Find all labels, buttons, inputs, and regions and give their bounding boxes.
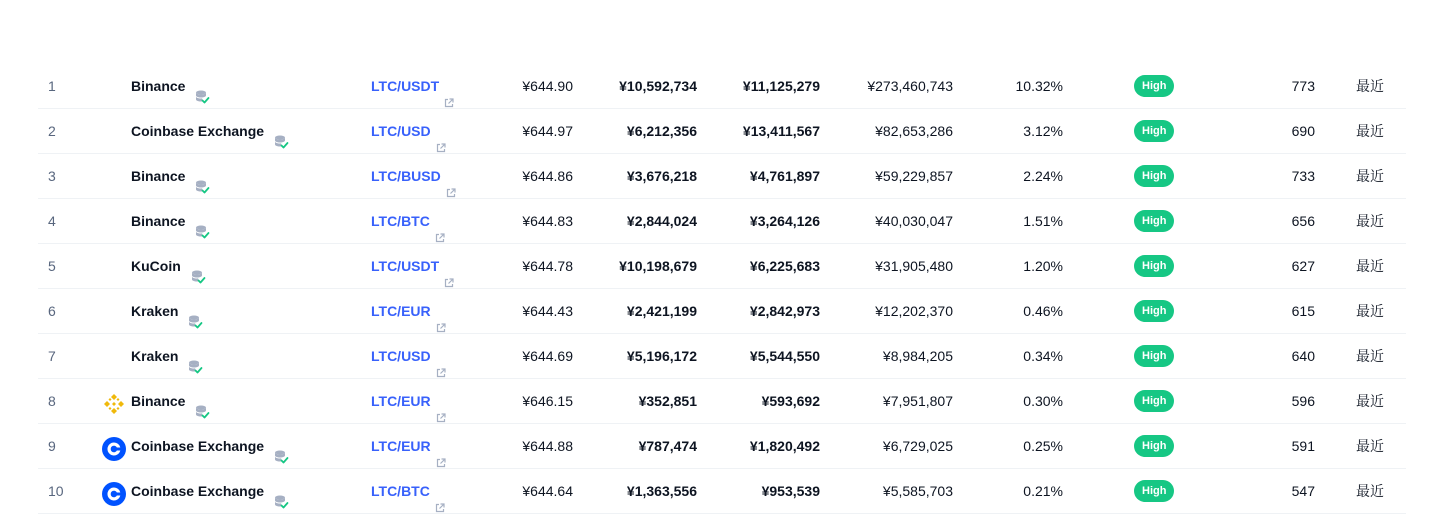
volume-cell: ¥12,202,370: [875, 303, 953, 319]
exchange-name[interactable]: Binance: [131, 78, 186, 94]
depth-minus-2-cell: ¥6,225,683: [749, 258, 820, 274]
volume-cell: ¥59,229,857: [875, 168, 953, 184]
updated-cell: 最近: [1356, 168, 1384, 184]
confidence-badge: High: [1134, 255, 1174, 277]
volume-share-cell: 0.46%: [1023, 303, 1063, 319]
table-row[interactable]: [38, 469, 1406, 514]
table-row[interactable]: [38, 64, 1406, 109]
confidence-badge: High: [1134, 210, 1174, 232]
binance-logo-icon: [102, 389, 126, 413]
coinbase-logo-icon: [102, 479, 126, 503]
volume-share-cell: 1.20%: [1023, 258, 1063, 274]
confidence-badge: High: [1134, 345, 1174, 367]
rank-cell: 1: [48, 78, 56, 94]
updated-cell: 最近: [1356, 78, 1384, 94]
rank-cell: 3: [48, 168, 56, 184]
external-link-icon[interactable]: [436, 396, 446, 406]
rank-cell: 7: [48, 348, 56, 364]
liquidity-score-cell: 547: [1291, 483, 1315, 499]
table-row[interactable]: [38, 199, 1406, 244]
volume-cell: ¥273,460,743: [867, 78, 953, 94]
confidence-cell: [1134, 64, 1174, 108]
exchange-name[interactable]: Binance: [131, 393, 186, 409]
rank-cell: 8: [48, 393, 56, 409]
exchange-name[interactable]: Binance: [131, 213, 186, 229]
pair-cell[interactable]: [371, 379, 446, 423]
pair-cell[interactable]: [371, 334, 446, 378]
confidence-cell: [1134, 334, 1174, 378]
volume-share-cell: 10.32%: [1015, 78, 1063, 94]
verified-database-icon: [273, 123, 289, 139]
rank-cell: 2: [48, 123, 56, 139]
exchange-cell[interactable]: [102, 379, 210, 423]
updated-cell: 最近: [1356, 483, 1384, 499]
pair-cell[interactable]: [371, 289, 446, 333]
pair-link[interactable]: LTC/USDT: [371, 258, 440, 274]
price-cell: ¥644.97: [522, 123, 573, 139]
volume-cell: ¥6,729,025: [882, 438, 953, 454]
depth-minus-2-cell: ¥2,842,973: [749, 303, 820, 319]
exchange-name[interactable]: Kraken: [131, 348, 179, 364]
external-link-icon[interactable]: [436, 126, 446, 136]
exchange-name[interactable]: Coinbase Exchange: [131, 438, 265, 454]
exchange-name[interactable]: KuCoin: [131, 258, 181, 274]
confidence-badge: High: [1134, 480, 1174, 502]
exchange-cell[interactable]: [102, 154, 210, 198]
liquidity-score-cell: 596: [1291, 393, 1315, 409]
exchange-name[interactable]: Coinbase Exchange: [131, 483, 265, 499]
updated-cell: 最近: [1356, 393, 1384, 409]
confidence-cell: [1134, 154, 1174, 198]
depth-plus-2-cell: ¥10,592,734: [619, 78, 697, 94]
pair-link[interactable]: LTC/USD: [371, 123, 431, 139]
pair-cell[interactable]: [371, 469, 445, 513]
table-row[interactable]: [38, 289, 1406, 334]
updated-cell: 最近: [1356, 438, 1384, 454]
exchange-cell[interactable]: [102, 469, 289, 513]
exchange-cell[interactable]: [102, 199, 210, 243]
updated-cell: 最近: [1356, 348, 1384, 364]
external-link-icon[interactable]: [436, 441, 446, 451]
confidence-cell: [1134, 469, 1174, 513]
pair-cell[interactable]: [371, 244, 454, 288]
depth-plus-2-cell: ¥1,363,556: [626, 483, 697, 499]
price-cell: ¥644.69: [522, 348, 573, 364]
depth-plus-2-cell: ¥352,851: [638, 393, 697, 409]
rank-cell: 9: [48, 438, 56, 454]
pair-link[interactable]: LTC/BUSD: [371, 168, 441, 184]
volume-share-cell: 3.12%: [1023, 123, 1063, 139]
confidence-cell: [1134, 244, 1174, 288]
depth-minus-2-cell: ¥953,539: [761, 483, 820, 499]
rank-cell: 6: [48, 303, 56, 319]
pair-cell[interactable]: [371, 109, 446, 153]
exchange-cell[interactable]: [102, 244, 206, 288]
exchange-cell[interactable]: [102, 424, 289, 468]
depth-plus-2-cell: ¥3,676,218: [626, 168, 697, 184]
depth-minus-2-cell: ¥1,820,492: [749, 438, 820, 454]
depth-plus-2-cell: ¥2,421,199: [626, 303, 697, 319]
depth-minus-2-cell: ¥5,544,550: [749, 348, 820, 364]
external-link-icon[interactable]: [444, 261, 454, 271]
confidence-badge: High: [1134, 300, 1174, 322]
confidence-badge: High: [1134, 390, 1174, 412]
pair-cell[interactable]: [371, 424, 446, 468]
verified-database-icon: [187, 303, 203, 319]
volume-cell: ¥31,905,480: [875, 258, 953, 274]
exchange-cell[interactable]: [102, 334, 203, 378]
volume-cell: ¥82,653,286: [875, 123, 953, 139]
external-link-icon[interactable]: [444, 81, 454, 91]
confidence-badge: High: [1134, 165, 1174, 187]
liquidity-score-cell: 591: [1291, 438, 1315, 454]
depth-plus-2-cell: ¥10,198,679: [619, 258, 697, 274]
price-cell: ¥644.43: [522, 303, 573, 319]
verified-database-icon: [273, 483, 289, 499]
pair-link[interactable]: LTC/EUR: [371, 393, 431, 409]
volume-cell: ¥8,984,205: [882, 348, 953, 364]
pair-link[interactable]: LTC/EUR: [371, 303, 431, 319]
liquidity-score-cell: 640: [1291, 348, 1315, 364]
price-cell: ¥644.90: [522, 78, 573, 94]
updated-cell: 最近: [1356, 303, 1384, 319]
verified-database-icon: [194, 78, 210, 94]
pair-link[interactable]: LTC/USDT: [371, 78, 440, 94]
confidence-cell: [1134, 289, 1174, 333]
liquidity-score-cell: 627: [1291, 258, 1315, 274]
depth-minus-2-cell: ¥4,761,897: [749, 168, 820, 184]
confidence-badge: High: [1134, 75, 1174, 97]
price-cell: ¥644.88: [522, 438, 573, 454]
verified-database-icon: [273, 438, 289, 454]
external-link-icon[interactable]: [435, 486, 445, 496]
volume-share-cell: 0.34%: [1023, 348, 1063, 364]
updated-cell: 最近: [1356, 213, 1384, 229]
exchange-cell[interactable]: [102, 64, 210, 108]
confidence-cell: [1134, 199, 1174, 243]
external-link-icon[interactable]: [436, 306, 446, 316]
volume-cell: ¥5,585,703: [882, 483, 953, 499]
confidence-cell: [1134, 379, 1174, 423]
rank-cell: 5: [48, 258, 56, 274]
pair-cell[interactable]: [371, 154, 456, 198]
markets-table: [38, 64, 1406, 514]
exchange-cell[interactable]: [102, 109, 289, 153]
price-cell: ¥644.83: [522, 213, 573, 229]
confidence-cell: [1134, 109, 1174, 153]
pair-cell[interactable]: [371, 64, 454, 108]
table-row[interactable]: [38, 154, 1406, 199]
depth-plus-2-cell: ¥6,212,356: [626, 123, 697, 139]
liquidity-score-cell: 615: [1291, 303, 1315, 319]
volume-share-cell: 0.30%: [1023, 393, 1063, 409]
volume-share-cell: 0.21%: [1023, 483, 1063, 499]
liquidity-score-cell: 690: [1291, 123, 1315, 139]
external-link-icon[interactable]: [446, 171, 456, 181]
confidence-badge: High: [1134, 120, 1174, 142]
external-link-icon[interactable]: [435, 216, 445, 226]
rank-cell: 10: [48, 483, 64, 499]
verified-database-icon: [194, 168, 210, 184]
volume-share-cell: 1.51%: [1023, 213, 1063, 229]
price-cell: ¥646.15: [522, 393, 573, 409]
confidence-badge: High: [1134, 435, 1174, 457]
liquidity-score-cell: 773: [1291, 78, 1315, 94]
verified-database-icon: [194, 393, 210, 409]
volume-share-cell: 2.24%: [1023, 168, 1063, 184]
external-link-icon[interactable]: [436, 351, 446, 361]
depth-minus-2-cell: ¥13,411,567: [742, 123, 820, 139]
depth-plus-2-cell: ¥787,474: [638, 438, 697, 454]
table-row[interactable]: [38, 424, 1406, 469]
liquidity-score-cell: 733: [1291, 168, 1315, 184]
price-cell: ¥644.86: [522, 168, 573, 184]
exchange-cell[interactable]: [102, 289, 203, 333]
depth-minus-2-cell: ¥11,125,279: [742, 78, 820, 94]
pair-link[interactable]: LTC/USD: [371, 348, 431, 364]
volume-cell: ¥40,030,047: [875, 213, 953, 229]
updated-cell: 最近: [1356, 123, 1384, 139]
exchange-name[interactable]: Binance: [131, 168, 186, 184]
exchange-name[interactable]: Kraken: [131, 303, 179, 319]
table-row[interactable]: [38, 109, 1406, 154]
table-row[interactable]: [38, 244, 1406, 289]
verified-database-icon: [194, 213, 210, 229]
updated-cell: 最近: [1356, 258, 1384, 274]
volume-share-cell: 0.25%: [1023, 438, 1063, 454]
pair-link[interactable]: LTC/BTC: [371, 483, 430, 499]
price-cell: ¥644.64: [522, 483, 573, 499]
depth-minus-2-cell: ¥3,264,126: [749, 213, 820, 229]
pair-cell[interactable]: [371, 199, 445, 243]
verified-database-icon: [187, 348, 203, 364]
confidence-cell: [1134, 424, 1174, 468]
exchange-name[interactable]: Coinbase Exchange: [131, 123, 265, 139]
price-cell: ¥644.78: [522, 258, 573, 274]
verified-database-icon: [190, 258, 206, 274]
table-row[interactable]: [38, 379, 1406, 424]
pair-link[interactable]: LTC/EUR: [371, 438, 431, 454]
coinbase-logo-icon: [102, 434, 126, 458]
depth-minus-2-cell: ¥593,692: [761, 393, 820, 409]
volume-cell: ¥7,951,807: [882, 393, 953, 409]
table-row[interactable]: [38, 334, 1406, 379]
depth-plus-2-cell: ¥5,196,172: [626, 348, 697, 364]
pair-link[interactable]: LTC/BTC: [371, 213, 430, 229]
rank-cell: 4: [48, 213, 56, 229]
liquidity-score-cell: 656: [1291, 213, 1315, 229]
depth-plus-2-cell: ¥2,844,024: [626, 213, 697, 229]
